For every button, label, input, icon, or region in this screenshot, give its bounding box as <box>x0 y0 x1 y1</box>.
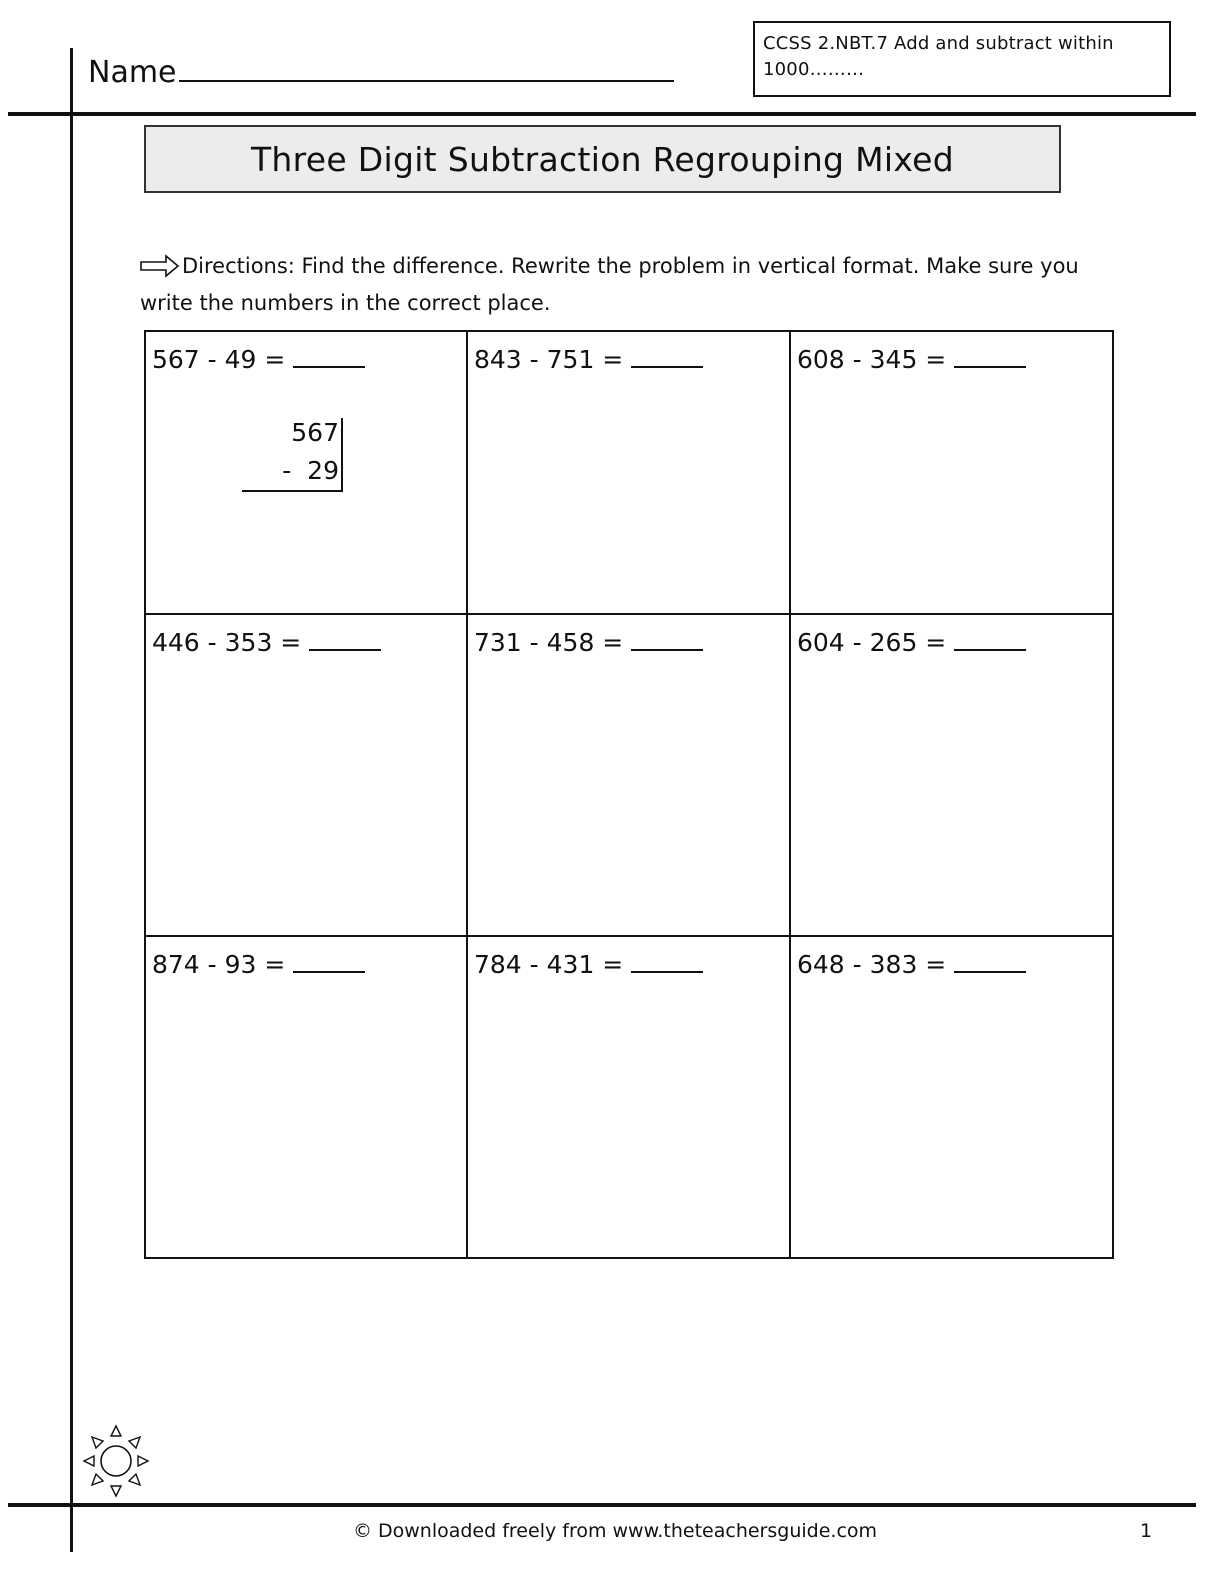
problem-cell <box>146 332 468 615</box>
standard-text: CCSS 2.NBT.7 Add and subtract within 1000……… <box>763 33 1114 80</box>
problem <box>797 344 1026 374</box>
problem-cell <box>791 937 1112 1257</box>
example-top-number: 567 <box>291 418 339 447</box>
problem-cell <box>146 615 468 937</box>
problem-grid <box>144 330 1114 1259</box>
header-divider <box>8 112 1196 116</box>
worksheet-title: Three Digit Subtraction Regrouping Mixed <box>250 139 955 179</box>
example-underline <box>242 490 341 492</box>
example-bottom-number: - 29 <box>282 456 339 485</box>
answer-blank <box>631 627 703 651</box>
name-field <box>88 52 674 93</box>
problem <box>474 949 703 979</box>
problem-cell <box>468 332 791 615</box>
answer-blank <box>631 949 703 973</box>
directions <box>140 250 1125 319</box>
problem <box>152 344 365 374</box>
problem-cell <box>146 937 468 1257</box>
problem-text: 731 - 458 = <box>474 628 624 657</box>
answer-blank <box>954 344 1026 368</box>
standard-box <box>753 21 1171 97</box>
directions-text: Directions: Find the difference. Rewrite the problem in vertical format. Make sure you write the numbers in the correct place. <box>140 254 1079 315</box>
answer-blank <box>954 949 1026 973</box>
footer-text: © Downloaded freely from www.theteachersguide.com <box>352 1520 878 1542</box>
problem <box>797 949 1026 979</box>
problem-cell <box>468 937 791 1257</box>
sun-icon <box>82 1423 150 1503</box>
answer-blank <box>954 627 1026 651</box>
problem-text: 604 - 265 = <box>797 628 947 657</box>
problem <box>474 627 703 657</box>
right-arrow-icon <box>140 254 180 287</box>
problem-text: 843 - 751 = <box>474 345 624 374</box>
problem-cell <box>791 615 1112 937</box>
answer-blank <box>631 344 703 368</box>
page-number: 1 <box>1140 1520 1153 1542</box>
problem-cell <box>791 332 1112 615</box>
problem <box>474 344 703 374</box>
name-blank-line <box>179 52 674 82</box>
problem <box>797 627 1026 657</box>
problem-cell <box>468 615 791 937</box>
problem-text: 648 - 383 = <box>797 950 947 979</box>
margin-vertical-line <box>70 48 73 1552</box>
worksheet-title-box <box>144 125 1061 193</box>
answer-blank <box>309 627 381 651</box>
footer-divider <box>8 1503 1196 1507</box>
problem-text: 874 - 93 = <box>152 950 286 979</box>
problem-text: 784 - 431 = <box>474 950 624 979</box>
answer-blank <box>293 949 365 973</box>
problem-text: 446 - 353 = <box>152 628 302 657</box>
vertical-format-example <box>242 418 343 492</box>
problem <box>152 949 365 979</box>
answer-blank <box>293 344 365 368</box>
problem-text: 608 - 345 = <box>797 345 947 374</box>
problem-text: 567 - 49 = <box>152 345 286 374</box>
name-label: Name <box>88 55 177 90</box>
problem <box>152 627 381 657</box>
